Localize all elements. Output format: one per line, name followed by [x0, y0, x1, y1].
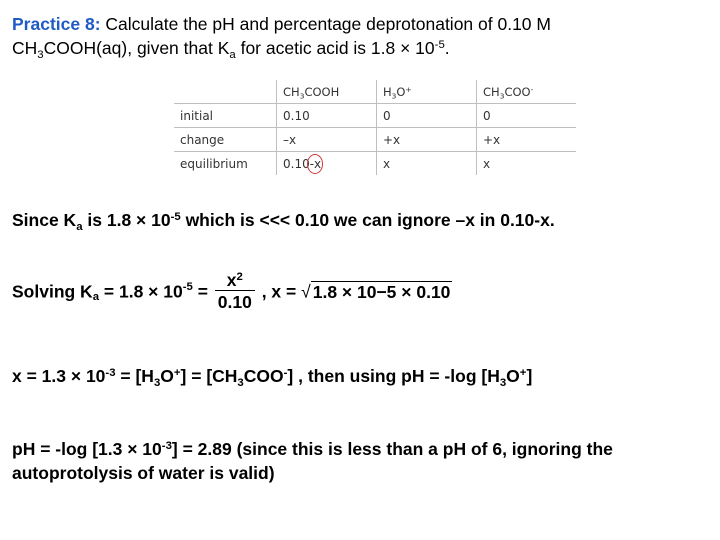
statement-text-a: Calculate the pH and percentage deprotonation of 0.10 M	[100, 14, 551, 34]
square-root-icon: √	[301, 281, 311, 302]
circled-minus-x: -x	[309, 156, 322, 171]
table-row-change	[174, 128, 576, 152]
cell: +x	[477, 128, 577, 152]
formula-ch: CH	[12, 38, 38, 58]
cell: +x	[377, 128, 477, 152]
cell: –x	[277, 128, 377, 152]
cell: 0.10-x	[277, 152, 377, 176]
cell: 0	[377, 104, 477, 128]
x-value-statement: $x = 1.3 \times 10^{-3} = [H_3O^+] = [CH_3COO^-]$ , then using pH = -log $[H_3O^+]$	[12, 366, 533, 389]
fraction: $\frac{x^2}{0.10}$	[215, 270, 255, 313]
statement-text-b: COOH(aq), given that K	[43, 38, 230, 58]
row-label: equilibrium	[174, 152, 277, 176]
cell: x	[483, 156, 491, 171]
cell: x	[377, 152, 477, 176]
practice-label: Practice 8:	[12, 14, 101, 34]
problem-statement	[12, 12, 712, 60]
subscript-a: a	[229, 48, 236, 61]
header-ch3cooh: $CH_3COOH$	[277, 80, 377, 104]
since-ka-statement: Since $K_a$ is $1.8 \times 10^{-5}$ which is <<< 0.10 we can ignore –x in 0.10-x.	[12, 210, 555, 233]
ph-result-statement: pH = -log $[1.3 \times 10^{-3}] = 2.89$ (since this is less than a pH of 6, ignoring the autoprotolysis of water is valid)	[12, 439, 613, 483]
row-label: initial	[174, 104, 277, 128]
statement-text-c: for acetic acid is 1.8 × 10	[235, 38, 435, 58]
table-row-initial	[174, 104, 576, 128]
row-label: change	[174, 128, 277, 152]
table-row-equilibrium	[174, 152, 576, 176]
cell: 0.10	[277, 104, 377, 128]
ice-table	[174, 80, 576, 175]
header-h3o: $H_3O^+$	[377, 80, 477, 104]
header-ch3coo: $CH_3COO^-$	[477, 80, 577, 104]
cell: 0	[477, 104, 577, 128]
header-empty-cell	[174, 80, 277, 104]
exponent: -5	[434, 38, 445, 51]
subscript-3: 3	[37, 48, 44, 61]
period: .	[444, 38, 450, 58]
table-header-row	[174, 80, 576, 104]
solving-ka-equation: Solving $K_a = 1.8 \times 10^{-5}$ = $\frac{x^2}{0.10}$ , x = √ 1.8 × 10−5 × 0.10	[12, 270, 451, 312]
radicand: 1.8 × 10−5 × 0.10	[312, 281, 451, 302]
